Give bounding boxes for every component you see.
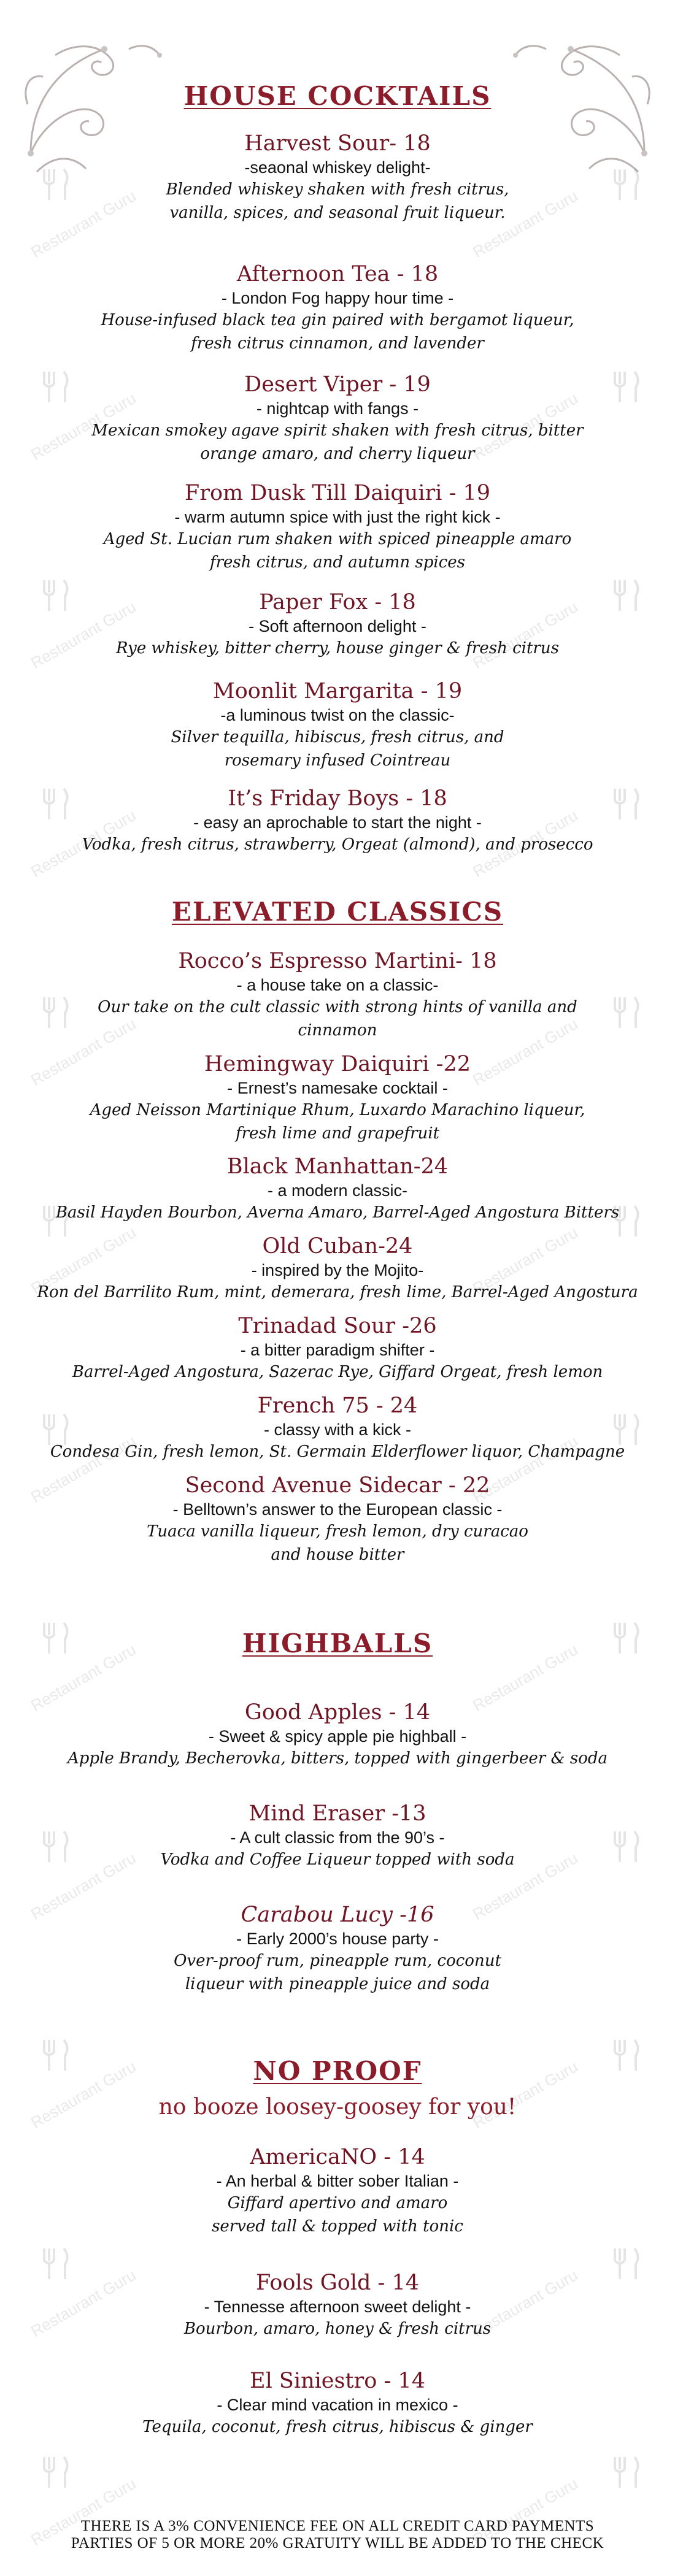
menu-item <box>0 589 675 660</box>
section-subtitle: no booze loosey-goosey for you! <box>158 2095 517 2120</box>
watermark-text: Restaurant Guru <box>28 597 139 673</box>
menu-item-description: Condesa Gin, fresh lemon, St. Germain Elderflower liquor, Champagne <box>50 1443 625 1461</box>
menu-item-description: Basil Hayden Bourbon, Averna Amaro, Barrel-Aged Angostura Bitters <box>55 1203 620 1222</box>
footer-notice <box>0 2518 675 2552</box>
menu-item-name: Hemingway Daiquiri -22 <box>204 1052 471 1076</box>
menu-item-tagline: - a modern classic- <box>267 1181 408 1200</box>
watermark-text: Restaurant Guru <box>28 1849 139 1924</box>
menu-item-tagline: - An herbal & bitter sober Italian - <box>216 2172 459 2190</box>
menu-item-description: Apple Brandy, Becherovka, bitters, topped with gingerbeer & soda <box>67 1749 608 1768</box>
menu-item-description: Aged Neisson Martinique Rhum, Luxardo Marachino liqueur, <box>90 1101 585 1119</box>
menu-item-name: French 75 - 24 <box>257 1393 418 1418</box>
watermark-text: Restaurant Guru <box>28 389 139 464</box>
menu-item-tagline: - Soft afternoon delight - <box>249 617 426 635</box>
watermark-text: Restaurant Guru <box>469 2057 581 2133</box>
menu-item-description: cinnamon <box>298 1021 377 1040</box>
menu-item-description: Ron del Barrilito Rum, mint, demerara, fresh lime, Barrel-Aged Angostura <box>37 1283 638 1301</box>
menu-item <box>0 1233 675 1304</box>
watermark-text: Restaurant Guru <box>28 1432 139 1507</box>
menu-item-description: Aged St. Lucian rum shaken with spiced pineapple amaro <box>103 530 572 548</box>
menu-item-description: Blended whiskey shaken with fresh citrus, <box>166 180 509 199</box>
menu-item <box>0 371 675 466</box>
menu-item <box>0 678 675 772</box>
menu-item-tagline: - classy with a kick - <box>263 1420 412 1439</box>
menu-item <box>0 1800 675 1871</box>
menu-item-name: Fools Gold - 14 <box>255 2271 420 2295</box>
menu-item-description: Our take on the cult classic with strong hints of vanilla and <box>98 998 577 1016</box>
menu-item-description: fresh citrus cinnamon, and lavender <box>191 334 484 353</box>
menu-item-description: Giffard apertivo and amaro <box>227 2194 448 2212</box>
menu-item-description: Tequila, coconut, fresh citrus, hibiscus & ginger <box>142 2418 533 2436</box>
menu-item-tagline: - a bitter paradigm shifter - <box>240 1341 435 1359</box>
menu-item-tagline: - nightcap with fangs - <box>256 399 419 418</box>
menu-item <box>0 1901 675 1996</box>
watermark-text: Restaurant Guru <box>28 186 139 262</box>
fork-knife-icon <box>37 2453 74 2490</box>
menu-item-name: Carabou Lucy -16 <box>241 1903 434 1927</box>
menu-item-description: liqueur with pineapple juice and soda <box>185 1975 490 1993</box>
watermark-text: Restaurant Guru <box>469 1223 581 1298</box>
menu-item-description: rosemary infused Cointreau <box>224 751 451 770</box>
menu-item-tagline: - Tennesse afternoon sweet delight - <box>204 2298 471 2316</box>
menu-item <box>0 1153 675 1224</box>
menu-item-name: AmericaNO - 14 <box>250 2145 425 2169</box>
menu-item-description: Mexican smokey agave spirit shaken with fresh citrus, bitter <box>91 421 584 440</box>
menu-item-tagline: - Clear mind vacation in mexico - <box>217 2396 458 2414</box>
menu-item-tagline: - Early 2000’s house party - <box>236 1930 439 1948</box>
menu-item-description: orange amaro, and cherry liqueur <box>200 445 475 463</box>
menu-item <box>0 130 675 224</box>
section-title: ELEVATED CLASSICS <box>171 897 504 927</box>
watermark-text: Restaurant Guru <box>28 1640 139 1715</box>
menu-item-description: fresh citrus, and autumn spices <box>209 553 465 572</box>
watermark-text: Restaurant Guru <box>469 2474 581 2550</box>
menu-item-name: El Siniestro - 14 <box>250 2369 425 2393</box>
menu-item-tagline: -a luminous twist on the classic- <box>220 706 455 724</box>
menu-item-description: served tall & topped with tonic <box>212 2217 463 2236</box>
watermark-text: Restaurant Guru <box>469 1014 581 1090</box>
menu-item-name: Good Apples - 14 <box>244 1700 431 1725</box>
section-no-proof <box>0 2056 675 2120</box>
menu-item-name: It’s Friday Boys - 18 <box>228 786 447 811</box>
watermark-text: Restaurant Guru <box>28 2474 139 2550</box>
menu-item-description: Tuaca vanilla liqueur, fresh lemon, dry curacao <box>147 1522 528 1541</box>
menu-item-tagline: - London Fog happy hour time - <box>221 289 454 307</box>
menu-item <box>0 948 675 1042</box>
menu-item-name: Moonlit Margarita - 19 <box>212 679 463 703</box>
watermark-text: Restaurant Guru <box>28 2266 139 2341</box>
watermark-text: Restaurant Guru <box>28 806 139 881</box>
menu-item <box>0 1051 675 1145</box>
watermark-text: Restaurant Guru <box>469 1432 581 1507</box>
watermark-text: Restaurant Guru <box>28 1014 139 1090</box>
watermark-text: Restaurant Guru <box>28 2057 139 2133</box>
menu-item-tagline: - inspired by the Mojito- <box>251 1261 424 1279</box>
menu-item-name: Harvest Sour- 18 <box>244 131 431 156</box>
section-house-cocktails <box>0 81 675 111</box>
menu-item-name: Desert Viper - 19 <box>244 372 431 397</box>
watermark-text: Restaurant Guru <box>28 1223 139 1298</box>
menu-item-description: Barrel-Aged Angostura, Sazerac Rye, Giffard Orgeat, fresh lemon <box>72 1363 603 1381</box>
menu-item-tagline: - Belltown’s answer to the European classic - <box>172 1500 503 1519</box>
menu-item-tagline: - Sweet & spicy apple pie highball - <box>208 1727 467 1746</box>
menu-item-description: Vodka and Coffee Liqueur topped with soda <box>160 1850 515 1869</box>
watermark-text: Restaurant Guru <box>469 2266 581 2341</box>
section-title: HOUSE COCKTAILS <box>183 81 492 111</box>
menu-item <box>0 1699 675 1770</box>
menu-item-tagline: - easy an aprochable to start the night - <box>193 813 482 832</box>
menu-item-description: and house bitter <box>271 1546 404 1564</box>
menu-item-tagline: -seaonal whiskey delight- <box>244 158 431 177</box>
menu-item <box>0 2144 675 2238</box>
menu-item-description: Silver tequilla, hibiscus, fresh citrus, and <box>171 728 504 746</box>
menu-item-name: Black Manhattan-24 <box>226 1154 449 1179</box>
section-highballs <box>0 1628 675 1658</box>
watermark-text: Restaurant Guru <box>469 597 581 673</box>
menu-item-name: Afternoon Tea - 18 <box>236 262 439 286</box>
menu-item-tagline: - A cult classic from the 90’s - <box>230 1828 445 1847</box>
section-title: NO PROOF <box>253 2056 422 2086</box>
menu-item-description: fresh lime and grapefruit <box>235 1124 440 1143</box>
menu-item-description: Rye whiskey, bitter cherry, house ginger & fresh citrus <box>116 639 559 657</box>
menu-item-tagline: - warm autumn spice with just the right kick - <box>174 508 501 526</box>
menu-item-description: Vodka, fresh citrus, strawberry, Orgeat (almond), and prosecco <box>82 835 593 854</box>
watermark-text: Restaurant Guru <box>469 389 581 464</box>
watermark-text: Restaurant Guru <box>469 1640 581 1715</box>
menu-item-description: House-infused black tea gin paired with bergamot liqueur, <box>101 311 574 329</box>
menu-item-tagline: - Ernest’s namesake cocktail - <box>227 1079 448 1097</box>
menu-item-name: Second Avenue Sidecar - 22 <box>185 1473 490 1498</box>
menu-item-description: Bourbon, amaro, honey & fresh citrus <box>183 2320 492 2338</box>
menu-item <box>0 2367 675 2439</box>
footer-line-gratuity: PARTIES OF 5 OR MORE 20% GRATUITY WILL BE ADDED TO THE CHECK <box>71 2535 604 2551</box>
watermark-text: Restaurant Guru <box>469 186 581 262</box>
menu-item <box>0 480 675 574</box>
menu-item-name: Trinadad Sour -26 <box>238 1314 437 1338</box>
menu-item <box>0 1472 675 1566</box>
watermark-text: Restaurant Guru <box>469 806 581 881</box>
menu-item-name: Old Cuban-24 <box>262 1234 413 1259</box>
section-elevated-classics <box>0 897 675 927</box>
menu-item-description: vanilla, spices, and seasonal fruit liqueur. <box>169 204 506 222</box>
watermark-text: Restaurant Guru <box>469 1849 581 1924</box>
menu-item-name: Rocco’s Espresso Martini- 18 <box>178 949 497 973</box>
menu-item-tagline: - a house take on a classic- <box>236 976 439 994</box>
section-title: HIGHBALLS <box>242 1628 433 1658</box>
menu-item <box>0 261 675 355</box>
menu-item <box>0 785 675 856</box>
menu-item <box>0 2269 675 2340</box>
menu-item-name: From Dusk Till Daiquiri - 19 <box>184 481 491 505</box>
footer-line-fee: THERE IS A 3% CONVENIENCE FEE ON ALL CREDIT CARD PAYMENTS <box>80 2518 595 2534</box>
menu-item-name: Mind Eraser -13 <box>249 1801 426 1826</box>
menu-item-description: Over-proof rum, pineapple rum, coconut <box>174 1952 501 1970</box>
menu-item <box>0 1313 675 1384</box>
menu-item-name: Paper Fox - 18 <box>259 590 416 615</box>
fork-knife-icon <box>608 2453 644 2490</box>
menu-item <box>0 1392 675 1463</box>
